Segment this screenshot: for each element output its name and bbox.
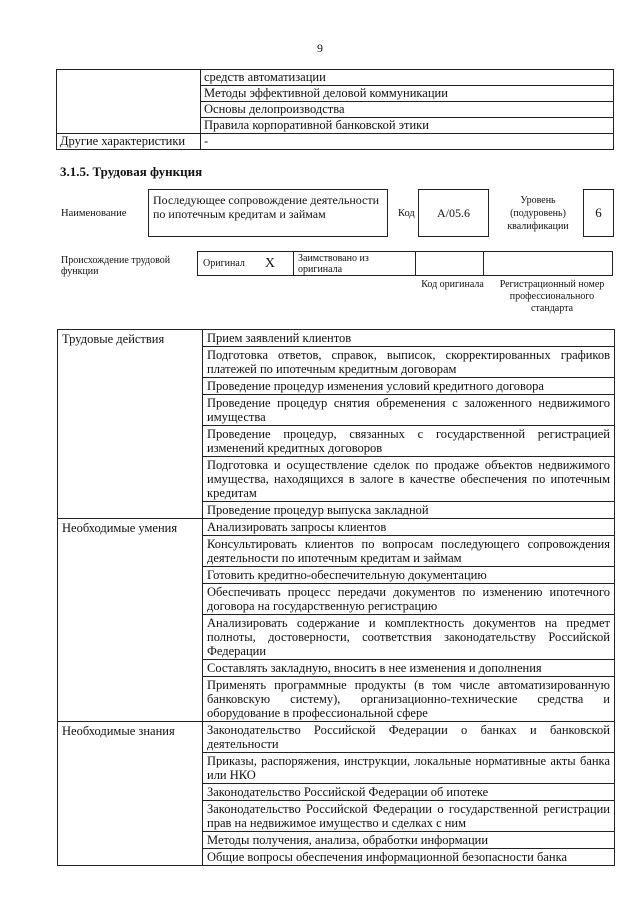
row-item: Консультировать клиентов по вопросам последующего сопровождения деятельности по ипотечным кредитам и займам <box>203 536 615 567</box>
top-table-row <box>57 134 614 150</box>
row-item: Подготовка ответов, справок, выписок, скорректированных графиков платежей по ипотечным кредитным договорам <box>203 347 615 378</box>
name-value: Последующее сопровождение деятельности по ипотечным кредитам и займам <box>148 189 388 237</box>
row-item: Проведение процедур выпуска закладной <box>203 502 615 519</box>
page-number: 9 <box>317 41 323 55</box>
code-label: Код <box>398 208 415 219</box>
row-item: Прием заявлений клиентов <box>203 330 615 347</box>
table-row <box>58 519 615 536</box>
top-table-item: - <box>201 134 614 150</box>
top-table-category: Другие характеристики <box>57 134 201 150</box>
code-caption: Код оригинала <box>421 279 484 290</box>
row-item: Применять программные продукты (в том числе автоматизированную банковскую систему), организационно-технические средства и оборудование в профессиональной сфере <box>203 677 615 722</box>
original-label: Оригинал <box>203 258 245 269</box>
row-category: Трудовые действия <box>58 330 203 519</box>
row-item: Проведение процедур снятия обременения с заложенного недвижимого имущества <box>203 395 615 426</box>
code-value: А/05.6 <box>418 189 489 237</box>
original-mark: X <box>264 255 276 271</box>
origin-label: Происхождение трудовой функции <box>61 255 171 277</box>
row-item: Методы получения, анализа, обработки информации <box>203 832 615 849</box>
row-item: Обеспечивать процесс передачи документов по изменению ипотечного договора на государственную регистрацию <box>203 584 615 615</box>
level-label: Уровень (подуровень) квалификации <box>507 195 569 232</box>
table-row <box>58 722 615 753</box>
table-row <box>58 330 615 347</box>
row-item: Готовить кредитно-обеспечительную документацию <box>203 567 615 584</box>
top-table-category <box>57 70 201 134</box>
reg-caption: Регистрационный номер профессионального стандарта <box>499 279 605 314</box>
row-item: Законодательство Российской Федерации о банках и банковской деятельности <box>203 722 615 753</box>
original-code-cell <box>415 251 484 276</box>
origin-row <box>197 251 615 276</box>
top-table-item: Правила корпоративной банковской этики <box>201 118 614 134</box>
borrowed-label: Заимствовано из оригинала <box>293 251 416 276</box>
row-category: Необходимые знания <box>58 722 203 866</box>
name-label: Наименование <box>61 208 127 219</box>
row-item: Проведение процедур изменения условий кредитного договора <box>203 378 615 395</box>
previous-section-table <box>56 69 614 150</box>
row-item: Анализировать содержание и комплектность документов на предмет полноты, достоверности, соответствия законодательству Российской Федерации <box>203 615 615 660</box>
row-item: Анализировать запросы клиентов <box>203 519 615 536</box>
reg-number-cell <box>483 251 613 276</box>
row-category: Необходимые умения <box>58 519 203 722</box>
original-cell <box>197 251 294 276</box>
top-table-row <box>57 70 614 86</box>
row-item: Проведение процедур, связанных с государственной регистрацией изменений кредитных договоров <box>203 426 615 457</box>
row-item: Законодательство Российской Федерации о государственной регистрации прав на недвижимое имущество и сделках с ним <box>203 801 615 832</box>
section-title: 3.1.5. Трудовая функция <box>60 164 203 179</box>
row-item: Общие вопросы обеспечения информационной безопасности банка <box>203 849 615 866</box>
top-table-item: Методы эффективной деловой коммуникации <box>201 86 614 102</box>
row-item: Составлять закладную, вносить в нее изменения и дополнения <box>203 660 615 677</box>
row-item: Законодательство Российской Федерации об ипотеке <box>203 784 615 801</box>
top-table-item: средств автоматизации <box>201 70 614 86</box>
top-table-item: Основы делопроизводства <box>201 102 614 118</box>
labor-function-table <box>57 329 615 866</box>
row-item: Приказы, распоряжения, инструкции, локальные нормативные акты банка или НКО <box>203 753 615 784</box>
row-item: Подготовка и осуществление сделок по продаже объектов недвижимого имущества, находящихся в залоге в качестве обеспечения по ипотечным кредитам <box>203 457 615 502</box>
level-value: 6 <box>583 189 614 237</box>
